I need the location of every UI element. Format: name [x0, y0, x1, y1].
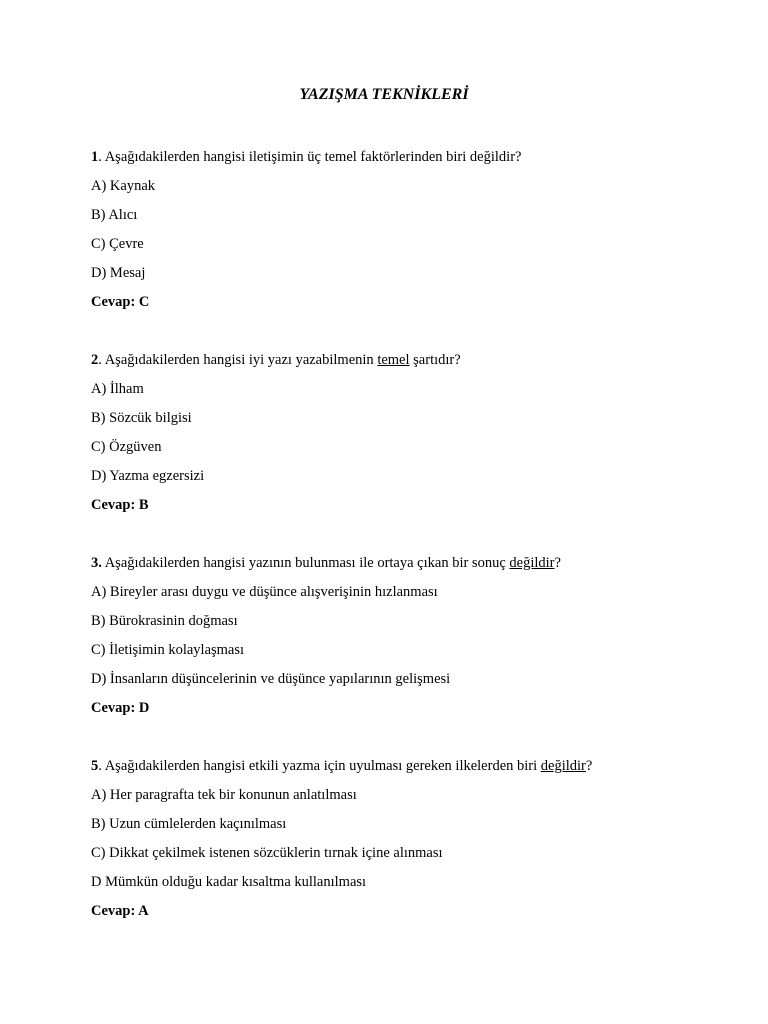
question-number-separator: . [98, 149, 102, 165]
question-1-stem [91, 149, 521, 166]
question-2-option-c: C) Özgüven [91, 439, 162, 455]
question-3-option-a: A) Bireyler arası duygu ve düşünce alışverişinin hızlanması [91, 584, 438, 600]
question-text: Aşağıdakilerden hangisi iletişimin üç temel faktörlerinden biri değildir? [101, 149, 522, 165]
question-3-option-c: C) İletişimin kolaylaşması [91, 642, 245, 658]
question-number-separator: . [98, 758, 102, 774]
question-5-stem [91, 758, 592, 775]
question-text: Aşağıdakilerden hangisi yazının bulunması ile ortaya çıkan bir sonuç [101, 555, 510, 571]
question-number-separator: . [98, 352, 102, 368]
question-5-answer: Cevap: A [91, 903, 149, 919]
question-text: Aşağıdakilerden hangisi etkili yazma için uyulması gereken ilkelerden biri [101, 758, 541, 774]
question-number: 3. [91, 555, 102, 571]
question-underlined-word: temel [377, 352, 410, 368]
question-underlined-word: değildir [540, 758, 586, 774]
question-1-option-b: B) Alıcı [91, 207, 138, 223]
question-2-stem [91, 352, 461, 369]
question-5-option-a: A) Her paragrafta tek bir konunun anlatılması [91, 787, 357, 803]
document-title: YAZIŞMA TEKNİKLERİ [299, 86, 469, 103]
question-5-option-c: C) Dikkat çekilmek istenen sözcüklerin tırnak içine alınması [91, 845, 443, 861]
question-number: 5 [91, 758, 99, 774]
question-1-option-d: D) Mesaj [91, 265, 146, 281]
question-text-end: ? [554, 555, 561, 571]
question-3-answer: Cevap: D [91, 700, 150, 716]
question-1-answer: Cevap: C [91, 294, 150, 310]
question-3-option-b: B) Bürokrasinin doğması [91, 613, 238, 629]
question-number: 2 [91, 352, 99, 368]
question-3-option-d: D) İnsanların düşüncelerinin ve düşünce yapılarının gelişmesi [91, 671, 451, 687]
question-text: Aşağıdakilerden hangisi iyi yazı yazabilmenin [101, 352, 378, 368]
question-text-end: ? [585, 758, 593, 774]
question-1-option-c: C) Çevre [91, 236, 144, 252]
question-text-end: şartıdır? [409, 352, 461, 368]
question-3-stem [91, 555, 561, 572]
question-2-option-b: B) Sözcük bilgisi [91, 410, 192, 426]
question-number: 1 [91, 149, 99, 165]
question-5-option-b: B) Uzun cümlelerden kaçınılması [91, 816, 287, 832]
question-1-option-a: A) Kaynak [91, 178, 156, 194]
question-2-option-d: D) Yazma egzersizi [91, 468, 205, 484]
question-2-answer: Cevap: B [91, 497, 149, 513]
question-2-option-a: A) İlham [91, 381, 144, 397]
question-underlined-word: değildir [509, 555, 555, 571]
question-5-option-d: D Mümkün olduğu kadar kısaltma kullanılması [91, 874, 367, 890]
